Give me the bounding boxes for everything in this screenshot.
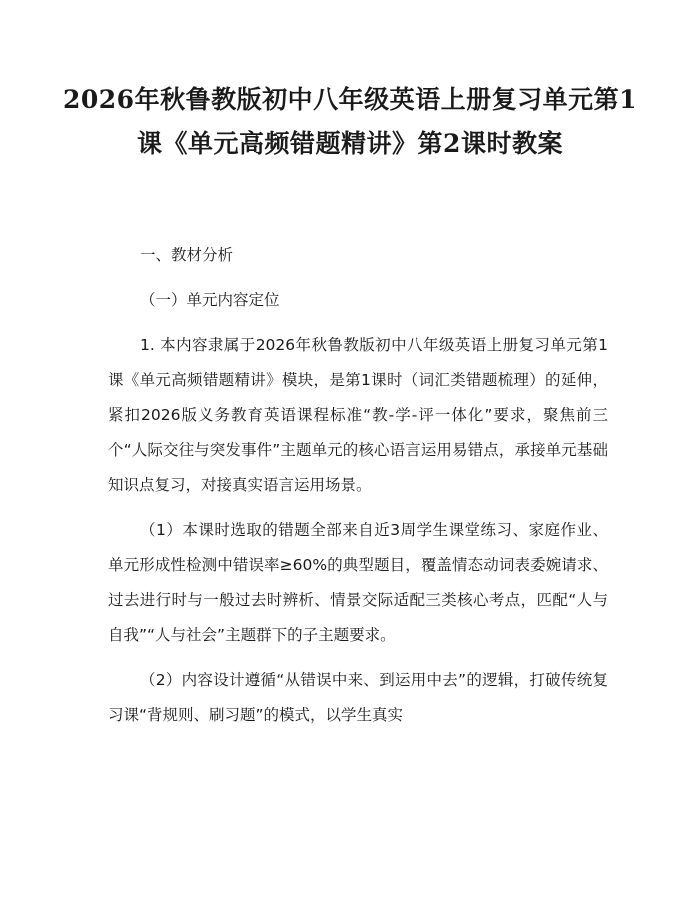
- document-body: [108, 238, 608, 733]
- subsection-heading: （一）单元内容定位: [140, 291, 280, 309]
- paragraph: （2）内容设计遵循“从错误中来、到运用中去”的逻辑，打破传统复习课“背规则、刷习题”的模式，以学生真实: [108, 671, 608, 724]
- paragraph: （1）本课时选取的错题全部来自近3周学生课堂练习、家庭作业、单元形成性检测中错误率≥60%的典型题目，覆盖情态动词表委婉请求、过去进行时与一般过去时辨析、情景交际适配三类核心考点，匹配“人与自我”“人与社会”主题群下的子主题要求。: [108, 521, 608, 644]
- document-title: 2026年秋鲁教版初中八年级英语上册复习单元第1课《单元高频错题精讲》第2课时教案: [63, 85, 637, 158]
- paragraph: 1. 本内容隶属于2026年秋鲁教版初中八年级英语上册复习单元第1课《单元高频错题精讲》模块，是第1课时（词汇类错题梳理）的延伸，紧扣2026版义务教育英语课程标准“教-学-评一体化”要求，聚焦前三个“人际交往与突发事件”主题单元的核心语言运用易错点，承接单元基础知识点复习，对接真实语言运用场景。: [108, 336, 608, 494]
- section-heading: 一、教材分析: [140, 246, 234, 264]
